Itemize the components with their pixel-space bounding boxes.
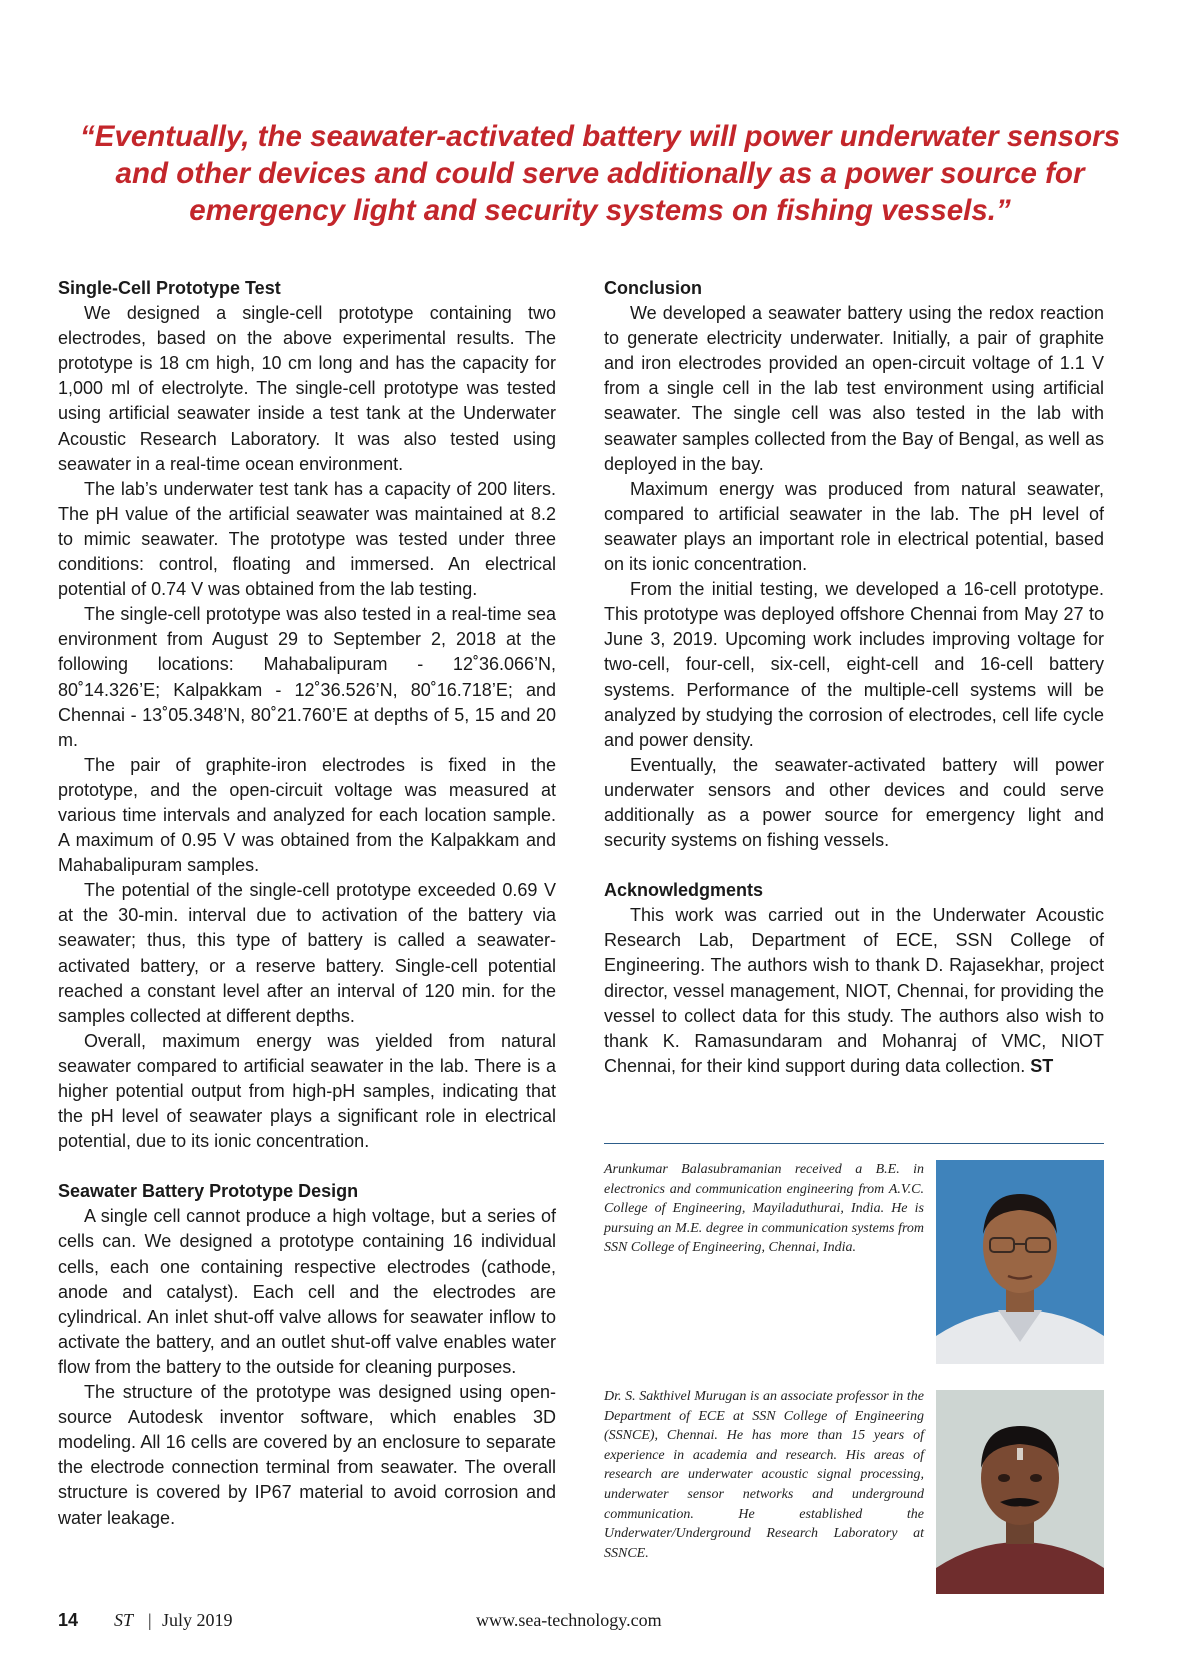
paragraph: We designed a single-cell prototype containing two electrodes, based on the above experimental results. The prototype is 18 cm high, 10 cm long and has the capacity for 1,000 ml of electrolyte. The single-cell prototype was tested using artificial seawater inside a test tank at the Underwater Acoustic Research Laboratory. It was also tested using seawater in a real-time ocean environment. bbox=[58, 303, 556, 474]
website-url: www.sea-technology.com bbox=[476, 1610, 662, 1630]
section-heading-conclusion: Conclusion bbox=[604, 278, 702, 298]
author-bio-1: Arunkumar Balasubramanian received a B.E. in electronics and communication engineering from A.V.C. College of Engineering, Mayiladuthurai, India. He is pursuing an M.E. degree in communication systems from SSN College of Engineering, Chennai, India. bbox=[604, 1162, 924, 1256]
left-column bbox=[58, 276, 556, 1531]
paragraph-acknowledgments bbox=[604, 903, 1104, 1079]
author-photo-2 bbox=[936, 1390, 1104, 1594]
paragraph: From the initial testing, we developed a 16-cell prototype. This prototype was deployed offshore Chennai from May 27 to June 3, 2019. Upcoming work includes improving voltage for two-cell, four-cell, six-cell, eight-cell and 16-cell battery systems. Performance of the multiple-cell systems will be analyzed by studying the corrosion of electrodes, cell life cycle and power density. bbox=[604, 579, 1104, 750]
paragraph: The structure of the prototype was designed using open-source Autodesk inventor software, which enables 3D modeling. All 16 cells are covered by an enclosure to separate the electrode connection terminal from seawater. The overall structure is covered by IP67 material to avoid corrosion and water leakage. bbox=[58, 1382, 556, 1528]
section-heading-single-cell: Single-Cell Prototype Test bbox=[58, 278, 281, 298]
paragraph: The single-cell prototype was also tested in a real-time sea environment from August 29 to September 2, 2018 at the following locations: Mahabalipuram - 12˚36.066’N, 80˚14.326’E; Kalpakkam - 12˚36.526’N, 80˚16.718’E; and Chennai - 13˚05.348’N, 80˚21.760’E at depths of 5, 15 and 20 m. bbox=[58, 604, 556, 750]
paragraph: A single cell cannot produce a high voltage, but a series of cells can. We designed a prototype containing 16 individual cells, each one containing respective electrodes (cathode, anode and catalyst). Each cell and the electrodes are cylindrical. An inlet shut-off valve allows for seawater inflow to activate the battery, and an outlet shut-off valve enables water flow from the battery to the outside for cleaning purposes. bbox=[58, 1206, 556, 1377]
author-bio-2: Dr. S. Sakthivel Murugan is an associate professor in the Department of ECE at SSN College of Engineering (SSNCE), Chennai. He has more than 15 years of experience in academia and research. His areas of research are underwater acoustic signal processing, underwater sensor networks and underground communication. He established the Underwater/Underground Research Laboratory at SSNCE. bbox=[604, 1389, 924, 1561]
author-photo-1 bbox=[936, 1160, 1104, 1364]
end-mark: ST bbox=[1030, 1055, 1054, 1076]
paragraph: We developed a seawater battery using the redox reaction to generate electricity underwater. Initially, a pair of graphite and iron electrodes provided an open-circuit voltage of 1.1 V from a single cell in the lab test environment using artificial seawater. The single cell was also tested in the lab with seawater samples collected from the Bay of Bengal, as well as deployed in the bay. bbox=[604, 303, 1104, 474]
bio-divider bbox=[604, 1143, 1104, 1144]
magazine-name: ST bbox=[114, 1610, 134, 1630]
issue-date: July 2019 bbox=[162, 1610, 233, 1630]
paragraph: The lab’s underwater test tank has a capacity of 200 liters. The pH value of the artificial seawater was maintained at 8.2 to mimic seawater. The prototype was tested under three conditions: control, floating and immersed. An electrical potential of 0.74 V was obtained from the lab testing. bbox=[58, 478, 556, 600]
acknowledgments-text: This work was carried out in the Underwater Acoustic Research Lab, Department of ECE, SSN College of Engineering. The authors wish to thank D. Rajasekhar, project director, vessel management, NIOT, Chennai, for providing the vessel to collect data for this study. The authors also wish to thank K. Ramasundaram and Mohanraj of VMC, NIOT Chennai, for their kind support during data collection. bbox=[604, 905, 1104, 1076]
paragraph: The potential of the single-cell prototype exceeded 0.69 V at the 30-min. interval due to activation of the battery via seawater; thus, this type of battery is called a seawater-activated battery, or a reserve battery. Single-cell potential reached a constant level after an interval of 120 min. for the samples collected at different depths. bbox=[58, 880, 556, 1026]
paragraph: Eventually, the seawater-activated battery will power underwater sensors and other devices and could serve additionally as a power source for emergency light and security systems on fishing vessels. bbox=[604, 754, 1104, 851]
paragraph: Maximum energy was produced from natural seawater, compared to artificial seawater in the lab. The pH level of seawater plays an important role in electrical potential, based on its ionic concentration. bbox=[604, 478, 1104, 575]
paragraph: Overall, maximum energy was yielded from natural seawater compared to artificial seawater in the lab. There is a higher potential output from high-pH samples, indicating that the pH level of seawater plays a significant role in electrical potential, due to its ionic concentration. bbox=[58, 1030, 556, 1152]
section-heading-acknowledgments: Acknowledgments bbox=[604, 880, 764, 901]
section-heading-prototype-design: Seawater Battery Prototype Design bbox=[58, 1181, 359, 1202]
paragraph: The pair of graphite-iron electrodes is fixed in the prototype, and the open-circuit voltage was measured at various time intervals and analyzed for each location sample. A maximum of 0.95 V was obtained from the Kalpakkam and Mahabalipuram samples. bbox=[58, 754, 556, 876]
footer-separator: | bbox=[148, 1610, 152, 1630]
page-footer bbox=[58, 1610, 1104, 1640]
right-column bbox=[604, 276, 1104, 1079]
page-number: 14 bbox=[58, 1610, 79, 1630]
pull-quote: “Eventually, the seawater-activated battery will power underwater sensors and other devices and could serve additionally as a power source for emergency light and security systems on fishing vessels.” bbox=[80, 120, 1120, 227]
